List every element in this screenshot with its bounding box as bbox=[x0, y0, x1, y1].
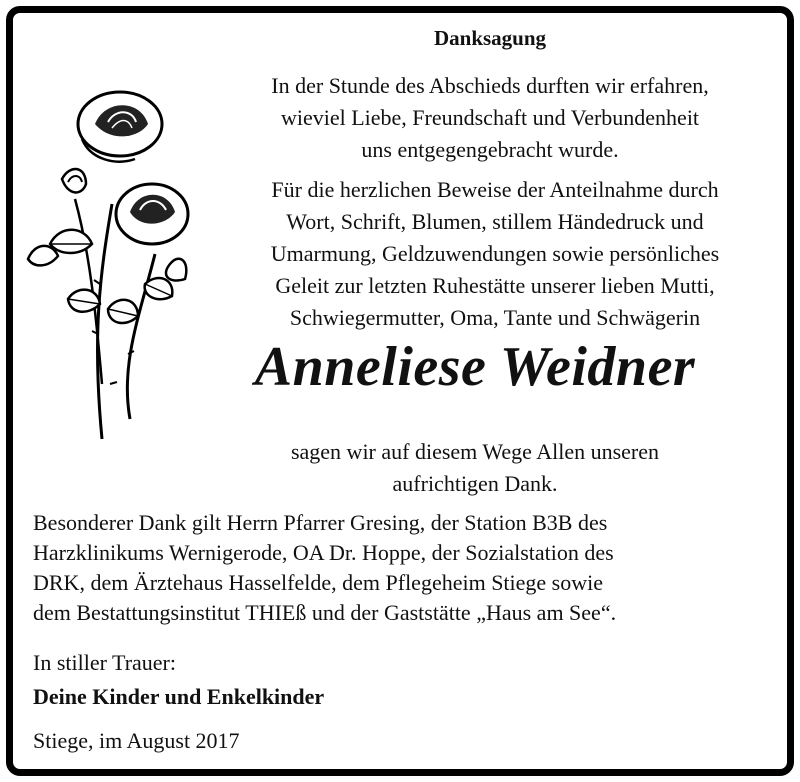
special-thanks-line: dem Bestattungsinstitut THIEß und der Gaststätte „Haus am See“. bbox=[33, 600, 617, 625]
mourning-label: In stiller Trauer: bbox=[33, 650, 176, 675]
special-thanks-line: Besonderer Dank gilt Herrn Pfarrer Gresing, der Station B3B des bbox=[33, 510, 608, 535]
notice-title: Danksagung bbox=[433, 26, 547, 50]
thanks-line: Geleit zur letzten Ruhestätte unserer lieben Mutti, bbox=[275, 273, 715, 298]
thanks-line: Umarmung, Geldzuwendungen sowie persönliches bbox=[270, 241, 720, 266]
special-thanks bbox=[33, 508, 773, 628]
thanks-line: Wort, Schrift, Blumen, stillem Händedruck und bbox=[286, 209, 704, 234]
rose-icon bbox=[20, 84, 190, 444]
thanks-text bbox=[190, 174, 800, 334]
mourners: Deine Kinder und Enkelkinder bbox=[33, 684, 325, 709]
intro-line: wieviel Liebe, Freundschaft und Verbundenheit bbox=[280, 105, 700, 130]
after-name-line: aufrichtigen Dank. bbox=[392, 471, 558, 496]
thanks-line: Für die herzlichen Beweise der Anteilnahme durch bbox=[271, 177, 719, 202]
intro-line: uns entgegengebracht wurde. bbox=[361, 137, 619, 162]
place-date: Stiege, im August 2017 bbox=[33, 728, 240, 753]
thanks-line: Schwiegermutter, Oma, Tante und Schwägerin bbox=[289, 305, 701, 330]
deceased-name: Anneliese Weidner bbox=[254, 336, 696, 398]
special-thanks-line: DRK, dem Ärztehaus Hasselfelde, dem Pflegeheim Stiege sowie bbox=[33, 570, 604, 595]
after-name-text bbox=[220, 436, 730, 500]
after-name-line: sagen wir auf diesem Wege Allen unseren bbox=[290, 439, 660, 464]
special-thanks-line: Harzklinikums Wernigerode, OA Dr. Hoppe, der Sozialstation des bbox=[33, 540, 614, 565]
intro-text bbox=[190, 70, 790, 166]
intro-line: In der Stunde des Abschieds durften wir erfahren, bbox=[271, 73, 709, 98]
